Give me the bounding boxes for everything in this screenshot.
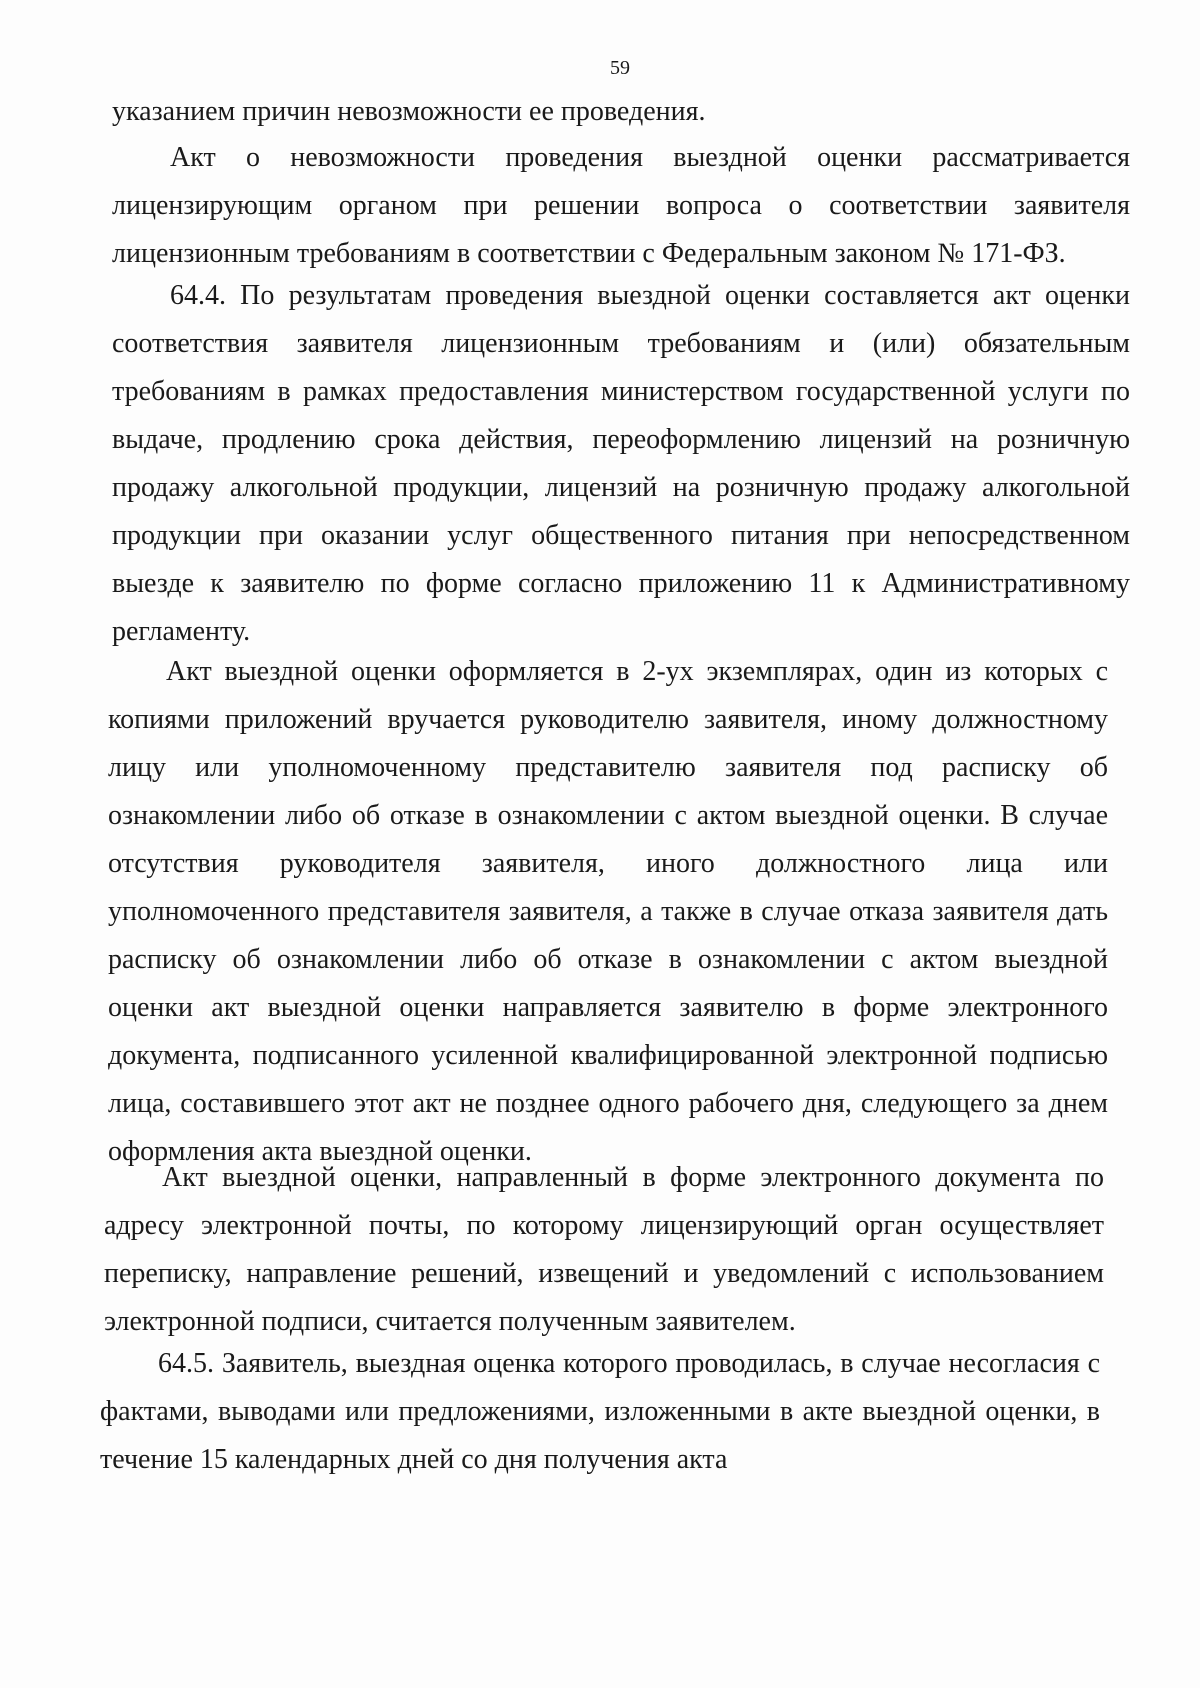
paragraph-act-copies: Акт выездной оценки оформляется в 2-ух экземплярах, один из которых с копиями приложений вручается руководителю заявителя, иному должностному лицу или уполномоченному представителю заявителя под расписку об ознакомлении либо об отказе в ознакомлении с актом выездной оценки. В случае отсутствия руководителя заявителя, иного должностного лица или уполномоченного представителя заявителя, а также в случае отказа заявителя дать расписку об ознакомлении либо об отказе в ознакомлении с актом выездной оценки акт выездной оценки направляется заявителю в форме электронного документа, подписанного усиленной квалифицированной электронной подписью лица, составившего этот акт не позднее одного рабочего дня, следующего за днем оформления акта выездной оценки. [108,656,1108,1167]
paragraph-64-5: 64.5. Заявитель, выездная оценка которого проводилась, в случае несогласия с фактами, выводами или предложениями, изложенными в акте выездной оценки, в течение 15 календарных дней со дня получения акта [100,1348,1100,1475]
paragraph-act-electronic: Акт выездной оценки, направленный в форме электронного документа по адресу электронной почты, по которому лицензирующий орган осуществляет переписку, направление решений, извещений и уведомлений с использованием электронной подписи, считается полученным заявителем. [104,1162,1104,1337]
paragraph-act-impossibility: Акт о невозможности проведения выездной оценки рассматривается лицензирующим органом при решении вопроса о соответствии заявителя лицензионным требованиям в соответствии с Федеральным законом № 171-ФЗ. [112,142,1130,269]
page-number: 59 [610,57,630,79]
paragraph-64-4: 64.4. По результатам проведения выездной оценки составляется акт оценки соответствия заявителя лицензионным требованиям и (или) обязательным требованиям в рамках предоставления министерством государственной услуги по выдаче, продлению срока действия, переоформлению лицензий на розничную продажу алкогольной продукции, лицензий на розничную продажу алкогольной продукции при оказании услуг общественного питания при непосредственном выезде к заявителю по форме согласно приложению 11 к Административному регламенту. [112,280,1130,647]
paragraph-continuation: указанием причин невозможности ее проведения. [112,96,706,127]
